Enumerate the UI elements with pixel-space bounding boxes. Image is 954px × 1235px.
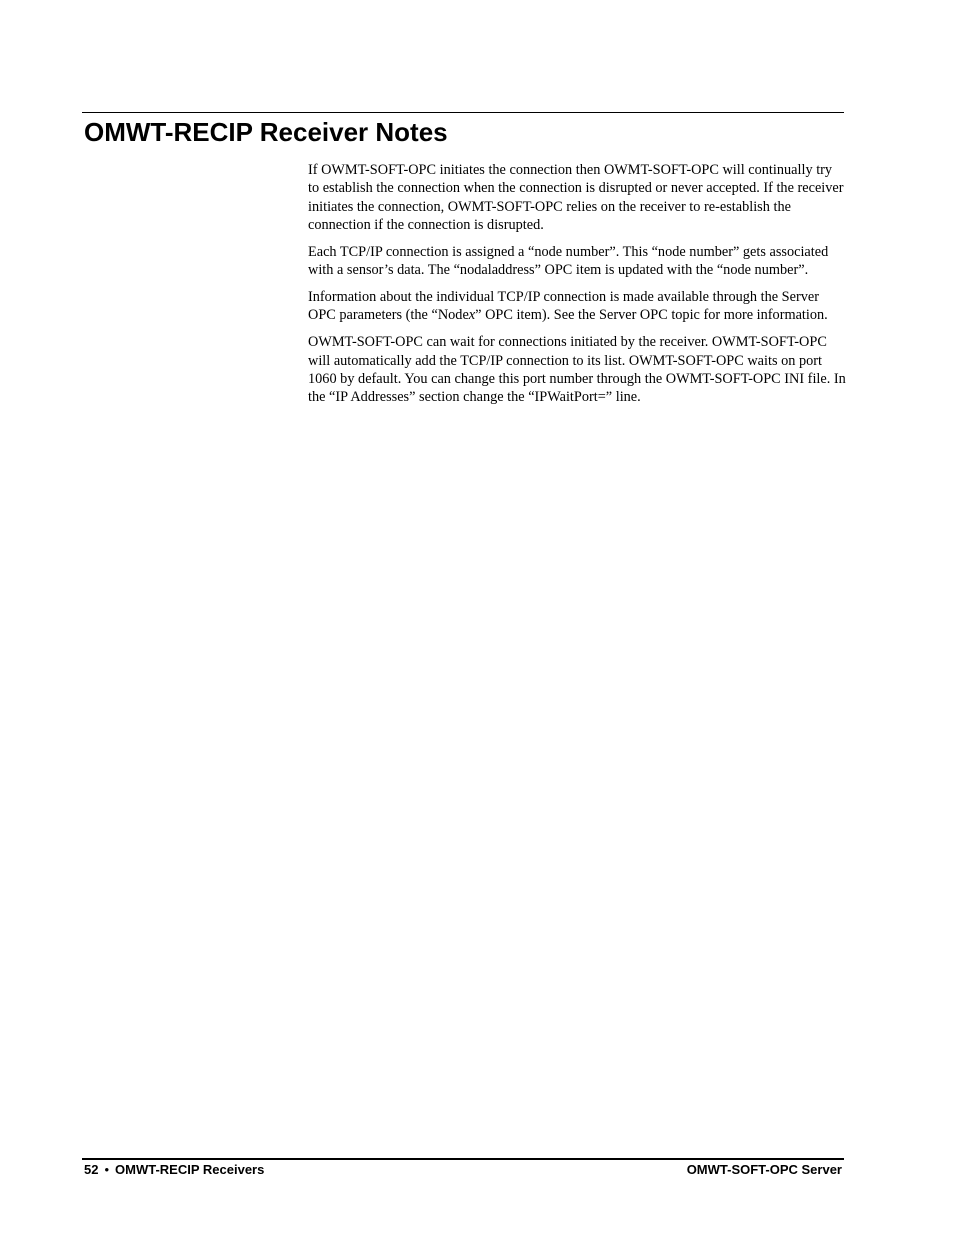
header-rule: [82, 112, 844, 113]
paragraph: If OWMT-SOFT-OPC initiates the connection then OWMT-SOFT-OPC will continually try to establish the connection when the connection is disrupted or never accepted. If the receiver initiates the connection, OWMT-SOFT-OPC relies on the receiver to re-establish the connection if the connection is disrupted.: [308, 162, 844, 233]
paragraph: Each TCP/IP connection is assigned a “node number”. This “node number” gets associated with a sensor’s data. The “nodaladdress” OPC item is updated with the “node number”.: [308, 243, 829, 279]
paragraph: Information about the individual TCP/IP connection is made available through the Server OPC parameters (the “Nodex” OPC item). See the Server OPC topic for more information.: [308, 289, 828, 324]
footer-section-title: OMWT-RECIP Receivers: [115, 1162, 265, 1177]
footer-product-title: OMWT-SOFT-OPC Server: [686, 1162, 842, 1177]
page-title: OMWT-RECIP Receiver Notes: [84, 117, 448, 147]
bullet-separator: •: [104, 1162, 110, 1177]
body-text: [308, 161, 846, 415]
footer-left: [84, 1161, 264, 1179]
footer-rule: [82, 1158, 844, 1160]
paragraph: OWMT-SOFT-OPC can wait for connections initiated by the receiver. OWMT-SOFT-OPC will automatically add the TCP/IP connection to its list. OWMT-SOFT-OPC waits on port 1060 by default. You can change this port number through the OWMT-SOFT-OPC INI file. In the “IP Addresses” section change the “IPWaitPort=” line.: [308, 334, 846, 406]
italic-variable: x: [468, 307, 476, 324]
page-number: 52: [84, 1162, 99, 1177]
